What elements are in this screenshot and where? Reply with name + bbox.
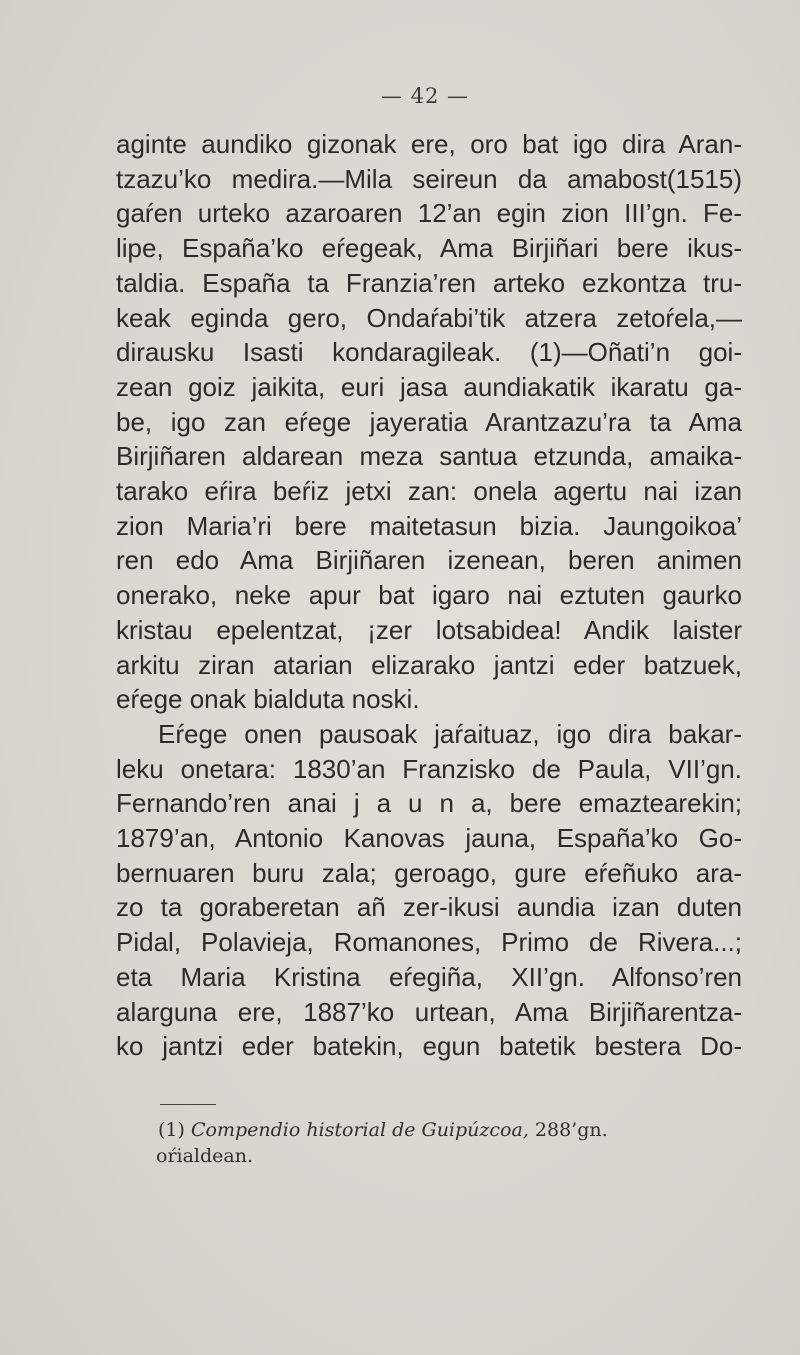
text-line: tarako eŕira beŕiz jetxi zan: onela agertu nai izan [116, 476, 742, 507]
text-line: zean goiz jaikita, euri jasa aundiakatik ikaratu ga- [116, 371, 742, 402]
footnote-line [158, 1117, 750, 1143]
text-line: aginte aundiko gizonak ere, oro bat igo dira Aran- [116, 129, 742, 159]
text-line: be, igo zan eŕege jayeratia Arantzazu’ra ta Ama [116, 406, 742, 437]
footnote-marker: (1) [158, 1119, 185, 1141]
text-line: tzazu’ko medira.—Mila seireun da amabost(1515) [116, 163, 742, 194]
text-line: taldia. España ta Franzia’ren arteko ezkontza tru- [116, 267, 742, 298]
text-line: lipe, España’ko eŕegeak, Ama Birjiñari bere ikus- [116, 233, 742, 264]
text-line: zo ta goraberetan añ zer-ikusi aundia izan duten [116, 892, 742, 923]
text-line: arkitu ziran atarian elizarako jantzi eder batzuek, [116, 649, 742, 680]
text-line: eta Maria Kristina eŕegiña, XII’gn. Alfonso’ren [116, 961, 742, 992]
text-line: zion Maria’ri bere maitetasun bizia. Jaungoikoa’ [116, 510, 742, 541]
text-line: keak eginda gero, Ondaŕabi’tik atzera zetoŕela,— [116, 302, 742, 333]
text-line: kristau epelentzat, ¡zer lotsabidea! Andik laister [116, 614, 742, 645]
text-line: gaŕen urteko azaroaren 12’an egin zion III’gn. Fe- [116, 198, 742, 229]
footnote-divider [160, 1104, 216, 1105]
text-line: Pidal, Polavieja, Romanones, Primo de Rivera...; [116, 927, 742, 958]
text-line: Birjiñaren aldarean meza santua etzunda, amaika- [116, 441, 742, 472]
page-number: — 42 — [380, 84, 470, 108]
text-line: ren edo Ama Birjiñaren izenean, beren animen [116, 545, 742, 576]
text-line: bernuaren buru zala; geroago, gure eŕeñuko ara- [116, 857, 742, 888]
paragraph-end-line: eŕege onak bialduta noski. [116, 684, 420, 715]
text-line: leku onetara: 1830’an Franzisko de Paula, VII’gn. [116, 753, 742, 784]
text-line: onerako, neke apur bat igaro nai eztuten gaurko [116, 580, 742, 611]
footnote-page-ref: 288’gn. [534, 1119, 608, 1141]
footnote-title: Compendio historial de Guipúzcoa, [190, 1119, 529, 1141]
text-line: alarguna ere, 1887’ko urtean, Ama Birjiñarentza- [116, 996, 742, 1027]
text-line: 1879’an, Antonio Kanovas jauna, España’ko Go- [116, 823, 742, 854]
text-line: ko jantzi eder batekin, egun batetik bestera Do- [116, 1031, 742, 1062]
body-text [116, 127, 742, 1064]
footnote-line: oŕialdean. [156, 1145, 254, 1167]
text-line: Fernando’ren anai j a u n a, bere emaztearekin; [116, 788, 742, 819]
footnote [158, 1117, 750, 1169]
paragraph-start-line: Eŕege onen pausoak jaŕaituaz, igo dira bakar- [158, 718, 742, 749]
text-line: dirausku Isasti kondaragileak. (1)—Oñati’n goi- [116, 337, 742, 368]
